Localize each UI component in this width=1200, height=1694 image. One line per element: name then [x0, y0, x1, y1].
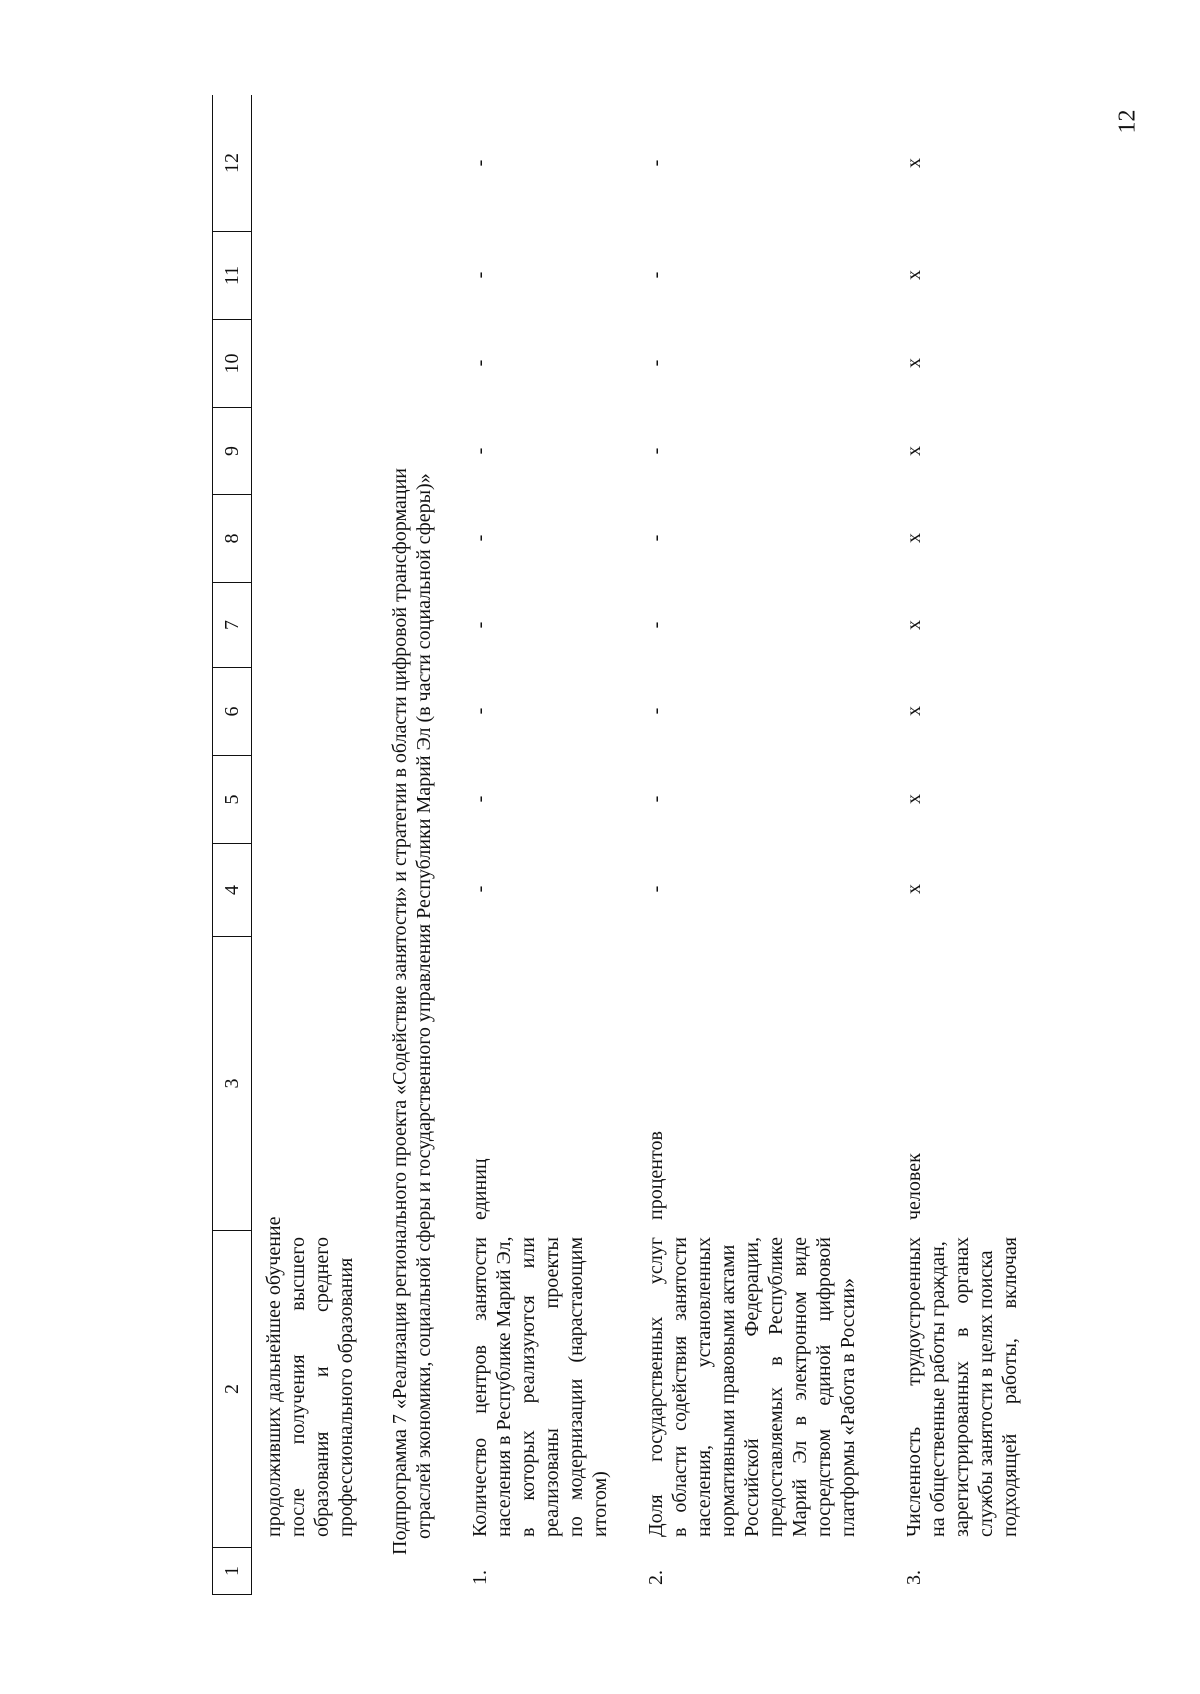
- row-label-line: зарегистрированных в органах: [951, 1237, 973, 1537]
- row-label-line: подходящей работы, включая: [999, 1237, 1021, 1537]
- header-col-3: 3: [213, 936, 251, 1230]
- row-label-line: на общественные работы граждан,: [927, 1241, 949, 1537]
- header-col-5: 5: [213, 755, 251, 843]
- table-header-row: [212, 95, 252, 1595]
- row-unit: единиц: [469, 1158, 491, 1220]
- row-value: -: [645, 534, 667, 542]
- row-value: x: [903, 270, 925, 280]
- row-number: 3.: [903, 1570, 925, 1585]
- header-col-9: 9: [213, 407, 251, 494]
- row-value: -: [645, 447, 667, 455]
- page-number: 12: [1114, 109, 1141, 134]
- row-value: x: [903, 884, 925, 894]
- row-label-line: Доля государственных услуг: [645, 1237, 667, 1537]
- row-number: 2.: [645, 1570, 667, 1585]
- row-value: x: [903, 446, 925, 456]
- row-value: -: [469, 795, 491, 803]
- rotated-table: [212, 95, 1200, 1595]
- row-value: -: [469, 271, 491, 279]
- row-value: -: [645, 885, 667, 893]
- row-label-line: в которых реализуются или: [517, 1237, 539, 1537]
- row-label-line: посредством единой цифровой: [813, 1237, 835, 1537]
- row-label-line: предоставляемых в Республике: [765, 1237, 787, 1537]
- row-value: -: [645, 707, 667, 715]
- header-col-1: 1: [213, 1547, 251, 1595]
- continued-row-line: профессионального образования: [335, 1257, 357, 1537]
- subprogram-title-continued: отраслей экономики, социальной сферы и государственного управления Республики Марий Эл (в части социальной сферы)»: [413, 473, 435, 1539]
- continued-row-line: образования и среднего: [311, 1237, 333, 1537]
- row-label-line: Количество центров занятости: [469, 1237, 491, 1537]
- row-value: -: [645, 621, 667, 629]
- row-value: -: [645, 271, 667, 279]
- row-value: x: [903, 358, 925, 368]
- row-value: -: [469, 621, 491, 629]
- row-value: -: [469, 359, 491, 367]
- row-value: -: [645, 795, 667, 803]
- header-col-10: 10: [213, 319, 251, 407]
- row-value: x: [903, 620, 925, 630]
- row-label-line: Российской Федерации,: [741, 1237, 763, 1537]
- continued-row-line: продолживших дальнейшее обучение: [263, 1216, 285, 1537]
- header-col-7: 7: [213, 582, 251, 667]
- row-label-line: по модернизации (нарастающим: [565, 1237, 587, 1537]
- row-value: -: [469, 159, 491, 167]
- header-col-6: 6: [213, 667, 251, 755]
- row-value: x: [903, 706, 925, 716]
- continued-row-line: после получения высшего: [287, 1237, 309, 1537]
- row-label-line: нормативными правовыми актами: [717, 1244, 739, 1537]
- header-col-11: 11: [213, 231, 251, 319]
- row-label-line: службы занятости в целях поиска: [975, 1250, 997, 1537]
- row-label-line: населения, установленных: [693, 1237, 715, 1537]
- row-number: 1.: [469, 1570, 491, 1585]
- row-value: -: [469, 885, 491, 893]
- row-label-line: итогом): [589, 1471, 611, 1537]
- row-label-line: Марий Эл в электронном виде: [789, 1237, 811, 1537]
- row-label-line: реализованы проекты: [541, 1237, 563, 1537]
- row-unit: человек: [903, 1153, 925, 1220]
- row-unit: процентов: [645, 1131, 667, 1220]
- row-value: -: [469, 447, 491, 455]
- row-label-line: населения в Республике Марий Эл,: [493, 1236, 515, 1537]
- header-col-8: 8: [213, 494, 251, 582]
- row-value: x: [903, 794, 925, 804]
- row-value: x: [903, 533, 925, 543]
- row-value: -: [469, 534, 491, 542]
- header-col-12: 12: [220, 153, 243, 173]
- row-value: -: [469, 707, 491, 715]
- row-value: x: [903, 158, 925, 168]
- header-col-4: 4: [213, 843, 251, 936]
- header-col-2: 2: [213, 1230, 251, 1547]
- row-label-line: платформы «Работа в России»: [837, 1277, 859, 1537]
- row-value: -: [645, 159, 667, 167]
- row-label-line: в области содействия занятости: [669, 1237, 691, 1537]
- subprogram-title: Подпрограмма 7 «Реализация регионального проекта «Содействие занятости» и стратегии в области цифровой трансформации: [389, 468, 411, 1555]
- row-value: -: [645, 359, 667, 367]
- row-label-line: Численность трудоустроенных: [903, 1237, 925, 1537]
